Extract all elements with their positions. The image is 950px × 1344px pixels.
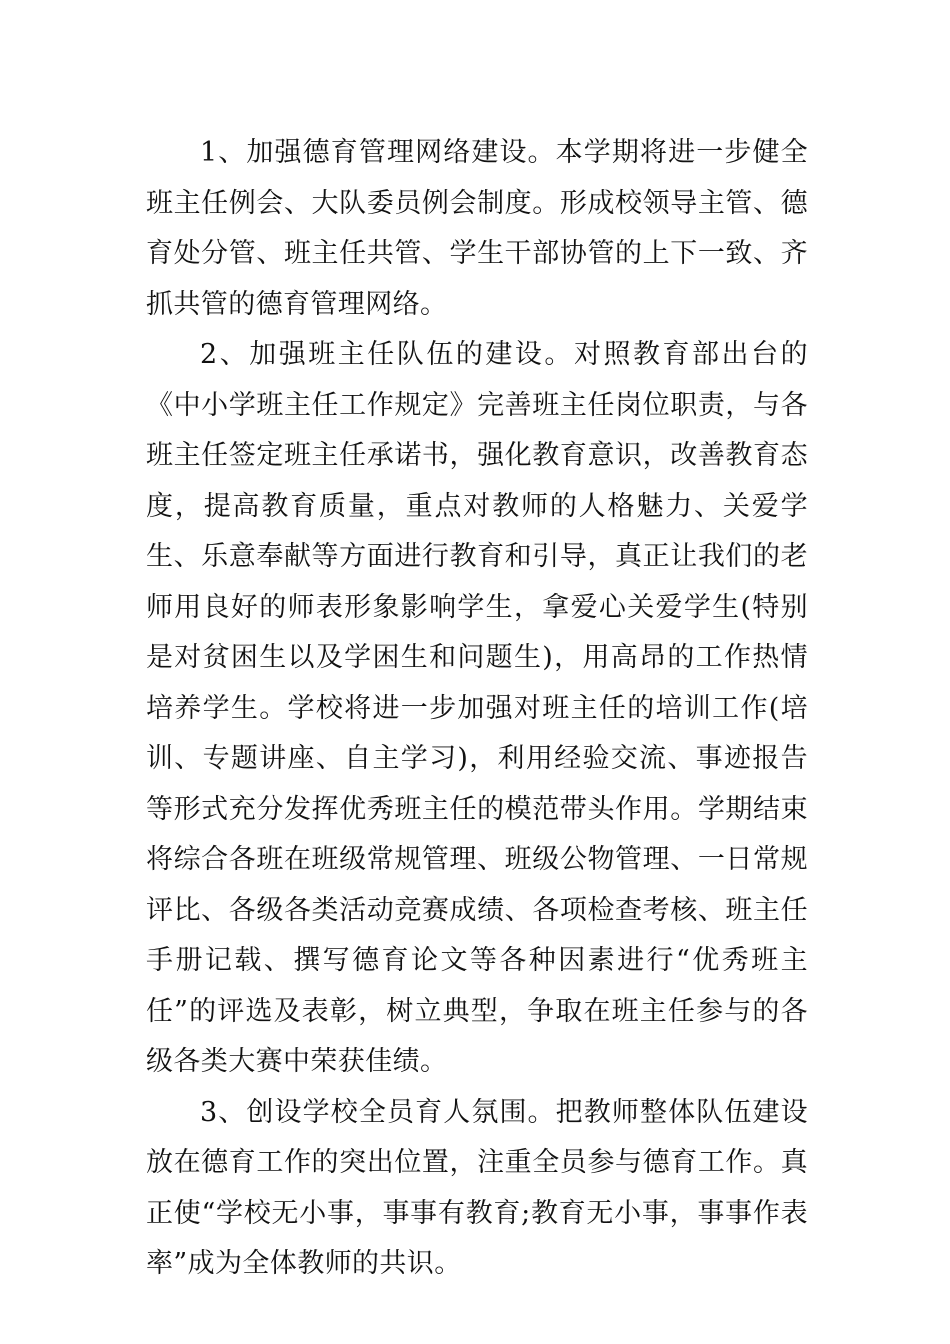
paragraph-3: 3、创设学校全员育人氛围。把教师整体队伍建设放在德育工作的突出位置，注重全员参与德育工作。真正使“学校无小事，事事有教育;教育无小事，事事作表率”成为全体教师的共识。 xyxy=(146,1096,808,1279)
paragraph-2: 2、加强班主任队伍的建设。对照教育部出台的《中小学班主任工作规定》完善班主任岗位职责，与各班主任签定班主任承诺书，强化教育意识，改善教育态度，提高教育质量，重点对教师的人格魅力、关爱学生、乐意奉献等方面进行教育和引导，真正让我们的老师用良好的师表形象影响学生，拿爱心关爱学生(特别是对贫困生以及学困生和问题生)，用高昂的工作热情培养学生。学校将进一步加强对班主任的培训工作(培训、专题讲座、自主学习)，利用经验交流、事迹报告等形式充分发挥优秀班主任的模范带头作用。学期结束将综合各班在班级常规管理、班级公物管理、一日常规评比、各级各类活动竞赛成绩、各项检查考核、班主任手册记载、撰写德育论文等各种因素进行“优秀班主任”的评选及表彰，树立典型，争取在班主任参与的各级各类大赛中荣获佳绩。 xyxy=(146,339,808,1077)
document-body xyxy=(146,128,808,1290)
paragraph-1: 1、加强德育管理网络建设。本学期将进一步健全班主任例会、大队委员例会制度。形成校领导主管、德育处分管、班主任共管、学生干部协管的上下一致、齐抓共管的德育管理网络。 xyxy=(146,137,808,320)
